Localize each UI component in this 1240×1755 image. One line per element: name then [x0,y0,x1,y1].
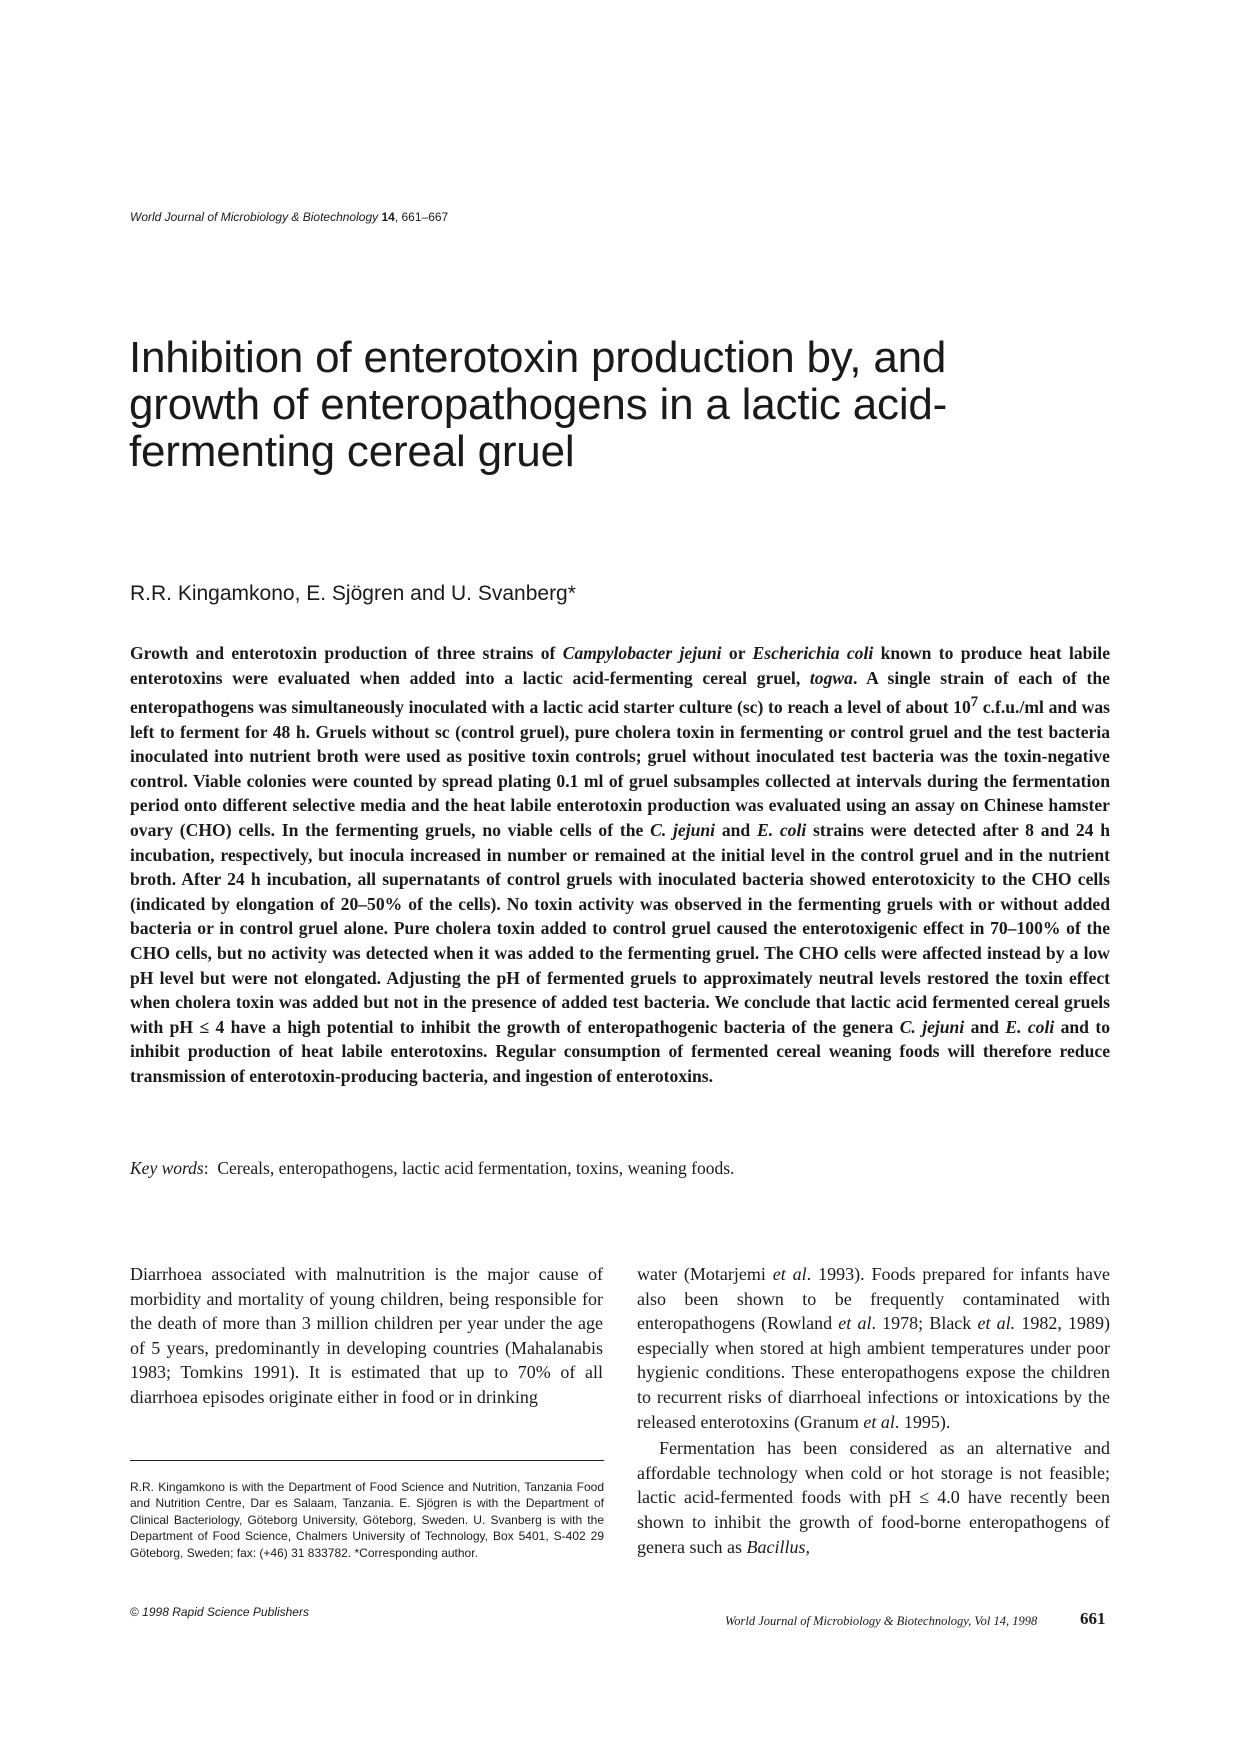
running-head-volume: 14 [381,210,395,224]
page-number: 661 [1080,1609,1106,1628]
body-paragraph: water (Motarjemi et al. 1993). Foods prepared for infants have also been shown to be frequently contaminated with enteropathogens (Rowland et al. 1978; Black et al. 1982, 1989) especially when stored at high ambient temperatures under poor hygienic conditions. These enteropathogens expose the children to recurrent risks of diarrhoeal infections or intoxications by the released enterotoxins (Granum et al. 1995). [637,1264,1111,1432]
body-column-right [637,1262,1110,1559]
footnote-divider [130,1460,604,1461]
species-name: C. jejuni [899,1016,965,1037]
copyright-icon: © [130,1605,139,1619]
abstract: Growth and enterotoxin production of three strains of Campylobacter jejuni or Escherichia coli known to produce heat labile enterotoxins were evaluated when added into a lactic acid-fermenting cereal gruel, togwa. A single strain of each of the enteropathogens was simultaneously inoculated with a lactic acid starter culture (sc) to reach a level of about $10^7$ c.f.u./ml and was left to ferment for 48 h. Gruels without sc (control gruel), pure cholera toxin in fermenting or control gruel and the test bacteria inoculated into nutrient broth were used as positive toxin controls; gruel without inoculated test bacteria was the toxin-negative control. Viable colonies were counted by spread plating 0.1 ml of gruel subsamples collected at intervals during the fermentation period onto different selective media and the heat labile enterotoxin production was evaluated using an assay on Chinese hamster ovary (CHO) cells. In the fermenting gruels, no viable cells of the C. jejuni and E. coli strains were detected after 8 and 24 h incubation, respectively, but inocula increased in number or remained at the initial level in the control gruel and in the nutrient broth. After 24 h incubation, all supernatants of control gruels with inoculated bacteria showed enterotoxicity to the CHO cells (indicated by elongation of 20–50% of the cells). No toxin activity was observed in the fermenting gruels with or without added bacteria or in control gruel alone. Pure cholera toxin added to control gruel caused the enterotoxigenic effect in 70–100% of the CHO cells, but no activity was detected when it was added to the fermenting gruel. The CHO cells were affected instead by a low pH level but were not elongated. Adjusting the pH of fermented gruels to approximately neutral levels restored the toxin effect when cholera toxin was added but not in the presence of added test bacteria. We conclude that lactic acid fermented cereal gruels with pH ≤ 4 have a high potential to inhibit the growth of enteropathogenic bacteria of the genera C. jejuni and E. coli and to inhibit production of heat labile enterotoxins. Regular consumption of fermented cereal weaning foods will therefore reduce transmission of enterotoxin-producing bacteria, and ingestion of enterotoxins. [130,643,1110,1086]
keywords: Key words: Cereals, enteropathogens, lactic acid fermentation, toxins, weaning foods. [130,1158,735,1178]
species-name: Escherichia coli [752,643,874,663]
copyright-notice: © 1998 Rapid Science Publishers [130,1605,309,1619]
species-name: Campylobacter jejuni [562,643,722,663]
species-name: E. coli [1005,1016,1055,1037]
running-head-journal: World Journal of Microbiology & Biotechnology [130,210,379,224]
running-head [130,210,448,224]
body-paragraph: Diarrhoea associated with malnutrition is the major cause of morbidity and mortality of young children, being responsible for the death of more than 3 million children per year under the age of 5 years, predominantly in developing countries (Mahalanabis 1983; Tomkins 1991). It is estimated that up to 70% of all diarrhoea episodes originate either in food or in drinking [130,1264,603,1407]
exponent: 7 [970,694,979,711]
footer-journal: World Journal of Microbiology & Biotechnology, Vol 14, 1998 [725,1614,1038,1628]
species-name: C. jejuni [650,820,716,841]
product-name: togwa [809,667,853,688]
article-title: Inhibition of enterotoxin production by, and growth of enteropathogens in a lactic acid-fermenting cereal gruel [129,333,948,476]
author-list: R.R. Kingamkono, E. Sjögren and U. Svanberg* [130,582,576,605]
author-affiliations-footnote: R.R. Kingamkono is with the Department of Food Science and Nutrition, Tanzania Food and Nutrition Centre, Dar es Salaam, Tanzania. E. Sjögren is with the Department of Clinical Bacteriology, Göteborg University, Göteborg, Sweden. U. Svanberg is with the Department of Food Science, Chalmers University of Technology, Box 5401, S-402 29 Göteborg, Sweden; fax: (+46) 31 833782. *Corresponding author. [130,1480,604,1560]
body-paragraph: Fermentation has been considered as an alternative and affordable technology when cold or hot storage is not feasible; lactic acid-fermented foods with pH ≤ 4.0 have recently been shown to inhibit the growth of food-borne enteropathogens of genera such as Bacillus, [637,1438,1110,1557]
running-head-pages: , 661–667 [394,210,449,224]
keywords-label: Key words [130,1158,204,1178]
keywords-text: Cereals, enteropathogens, lactic acid fermentation, toxins, weaning foods. [217,1158,735,1178]
body-column-left [130,1262,603,1410]
species-name: E. coli [756,820,807,841]
